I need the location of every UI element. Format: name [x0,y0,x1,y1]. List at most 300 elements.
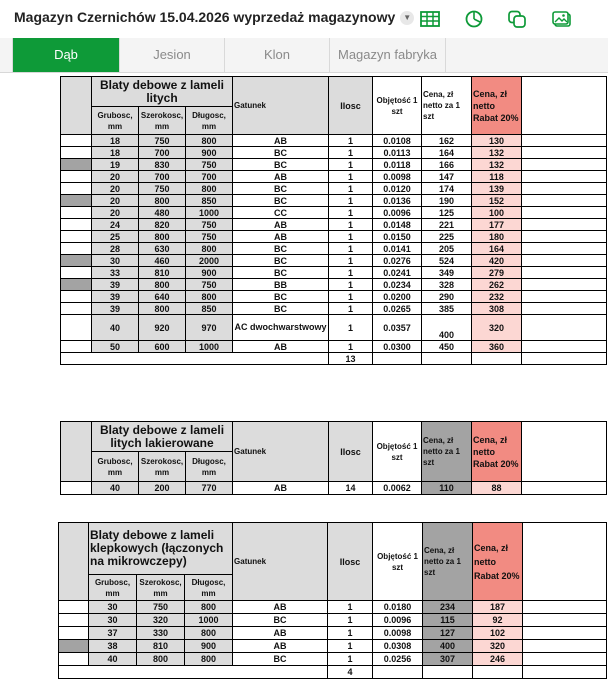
cell-cena: 524 [422,255,472,267]
row-marker [61,135,92,147]
header-grubosc: Grubosc, mm [89,575,137,601]
cell-cena-rabat: 180 [472,231,522,243]
cell-dlugosc: 800 [185,627,233,640]
cell-grubosc: 40 [92,482,139,495]
cell-ilosc: 14 [329,482,373,495]
header-szerokosc: Szerokosc, mm [137,575,185,601]
cell-objetosc: 0.0150 [373,231,422,243]
cell-grubosc: 39 [92,303,139,315]
row-marker-header [61,77,92,135]
cell-grubosc: 50 [92,341,139,353]
cell-cena: 328 [422,279,472,291]
row-marker [61,315,92,341]
total-empty [473,666,523,679]
cell-cena: 162 [422,135,472,147]
cell-ilosc: 1 [329,207,373,219]
table-row[interactable] [59,601,607,614]
cell-cena: 234 [423,601,473,614]
cell-grubosc: 38 [89,640,137,653]
cell-cena: 349 [422,267,472,279]
cell-empty [522,315,607,341]
cell-empty [523,601,607,614]
cell-objetosc: 0.0180 [373,601,423,614]
empty-header-cell [522,422,607,482]
cell-grubosc: 39 [92,279,139,291]
cell-cena-rabat: 177 [472,219,522,231]
tab-scroll-stub [0,38,13,72]
cell-ilosc: 1 [329,279,373,291]
row-marker [59,601,89,614]
cell-objetosc: 0.0200 [373,291,422,303]
cell-gatunek: AB [233,601,328,614]
cell-gatunek: BB [233,279,329,291]
cell-grubosc: 30 [89,614,137,627]
table-row[interactable] [61,147,607,159]
cell-empty [522,291,607,303]
total-empty [373,666,423,679]
cell-empty [522,183,607,195]
cell-objetosc: 0.0308 [373,640,423,653]
cell-szerokosc: 800 [139,279,186,291]
cell-dlugosc: 1000 [186,207,233,219]
cell-dlugosc: 800 [185,601,233,614]
cell-grubosc: 20 [92,171,139,183]
cell-dlugosc: 2000 [186,255,233,267]
cell-szerokosc: 920 [139,315,186,341]
cell-ilosc: 1 [329,291,373,303]
cell-dlugosc: 970 [186,315,233,341]
cell-empty [522,135,607,147]
total-empty [472,353,522,365]
cell-szerokosc: 700 [139,171,186,183]
cell-cena: 174 [422,183,472,195]
cell-empty [522,219,607,231]
header-grubosc: Grubosc, mm [92,107,139,135]
table-row[interactable] [61,183,607,195]
cell-szerokosc: 750 [139,183,186,195]
cell-gatunek: BC [233,291,329,303]
header-cena-rabat: Cena, zł netto Rabat 20% [472,77,522,135]
cell-dlugosc: 750 [186,159,233,171]
cell-cena-rabat: 92 [473,614,523,627]
cell-cena-rabat: 164 [472,243,522,255]
cell-empty [522,171,607,183]
table-icon[interactable] [419,9,441,29]
cell-dlugosc: 900 [185,640,233,653]
row-marker [61,147,92,159]
row-marker [59,614,89,627]
header-szerokosc: Szerokosc, mm [139,107,186,135]
table-row[interactable] [61,267,607,279]
cell-gatunek: AB [233,627,328,640]
cell-objetosc: 0.0141 [373,243,422,255]
cell-ilosc: 1 [329,267,373,279]
table-row[interactable] [61,219,607,231]
cell-cena: 190 [422,195,472,207]
tab-klon[interactable]: Klon [225,38,330,72]
cell-objetosc: 0.0120 [373,183,422,195]
cell-cena: 450 [422,341,472,353]
cell-cena-rabat: 262 [472,279,522,291]
cell-cena: 164 [422,147,472,159]
cell-ilosc: 1 [328,614,373,627]
cell-szerokosc: 320 [137,614,185,627]
cell-empty [522,207,607,219]
cell-empty [522,279,607,291]
table-row[interactable] [61,291,607,303]
header-objetosc: Objętość 1 szt [373,77,422,135]
cell-gatunek: BC [233,147,329,159]
total-ilosc: 4 [328,666,373,679]
row-marker [61,219,92,231]
table-row[interactable] [61,303,607,315]
cell-objetosc: 0.0136 [373,195,422,207]
cell-cena-rabat: 360 [472,341,522,353]
cell-dlugosc: 750 [186,231,233,243]
cell-grubosc: 33 [92,267,139,279]
cell-dlugosc: 770 [186,482,233,495]
cell-szerokosc: 460 [139,255,186,267]
row-marker [59,640,89,653]
cell-cena-rabat: 139 [472,183,522,195]
row-marker [61,195,92,207]
cell-ilosc: 1 [329,315,373,341]
cell-cena-rabat: 100 [472,207,522,219]
row-marker [61,243,92,255]
cell-dlugosc: 700 [186,171,233,183]
cell-szerokosc: 330 [137,627,185,640]
cell-objetosc: 0.0096 [373,614,423,627]
empty-header-cell [523,523,607,601]
cell-cena-rabat: 320 [472,315,522,341]
cell-empty [523,653,607,666]
document-title[interactable] [14,9,414,25]
cell-objetosc: 0.0276 [373,255,422,267]
header-ilosc: Ilosc [329,77,373,135]
cell-grubosc: 20 [92,195,139,207]
total-empty [422,353,472,365]
header-dlugosc: Długosc, mm [186,452,233,482]
row-marker [61,279,92,291]
total-row [61,353,607,365]
cell-dlugosc: 900 [186,267,233,279]
row-marker [61,255,92,267]
cell-szerokosc: 800 [139,303,186,315]
cell-szerokosc: 810 [137,640,185,653]
media-icon[interactable] [551,9,573,29]
header-cena: Cena, zł netto za 1 szt [422,77,472,135]
cell-gatunek: BC [233,195,329,207]
cell-cena: 400 [422,315,472,341]
total-label-cell [59,666,328,679]
cell-cena-rabat: 102 [473,627,523,640]
table3-title: Blaty debowe z lameli klepkowych (łączonych na mikrowczepy) [89,523,233,575]
total-empty [373,353,422,365]
cell-szerokosc: 750 [137,601,185,614]
header-cena: Cena, zł netto za 1 szt [423,523,473,601]
total-empty [423,666,473,679]
cell-cena-rabat: 279 [472,267,522,279]
cell-gatunek: BC [233,267,329,279]
table-lakierowane [60,421,607,495]
cell-gatunek: BC [233,303,329,315]
table-row[interactable] [61,255,607,267]
tab-dab[interactable]: Dąb [13,38,120,72]
cell-szerokosc: 630 [139,243,186,255]
table-row[interactable] [59,614,607,627]
cell-cena: 307 [423,653,473,666]
cell-empty [523,627,607,640]
copy-icon[interactable] [506,9,528,29]
row-marker [59,653,89,666]
row-marker [61,207,92,219]
row-marker [61,482,92,495]
cell-cena-rabat: 187 [473,601,523,614]
cell-gatunek: AB [233,231,329,243]
row-marker [61,267,92,279]
cell-ilosc: 1 [328,653,373,666]
table-row[interactable] [61,341,607,353]
cell-ilosc: 1 [329,135,373,147]
cell-dlugosc: 1000 [185,614,233,627]
table-row[interactable] [61,207,607,219]
cell-gatunek: AC dwochwarstwowy [233,315,329,341]
toolbar [0,0,608,38]
header-objetosc: Objętość 1 szt [373,422,422,482]
cell-empty [522,195,607,207]
document-title-text: Magazyn Czernichów 15.04.2026 wyprzedaż magazynowy [14,9,396,25]
cell-dlugosc: 750 [186,279,233,291]
chevron-down-icon[interactable]: ▼ [400,11,414,25]
cell-dlugosc: 1000 [186,341,233,353]
row-marker [59,627,89,640]
table-row[interactable] [61,171,607,183]
table-row[interactable] [61,243,607,255]
table-row[interactable] [61,315,607,341]
header-objetosc: Objętość 1 szt [373,523,423,601]
empty-header-cell [522,77,607,135]
cell-cena: 166 [422,159,472,171]
cell-cena-rabat: 320 [473,640,523,653]
cell-szerokosc: 640 [139,291,186,303]
cell-objetosc: 0.0098 [373,627,423,640]
header-grubosc: Grubosc, mm [92,452,139,482]
cell-grubosc: 40 [92,315,139,341]
cell-grubosc: 20 [92,183,139,195]
cell-empty [522,303,607,315]
cell-szerokosc: 600 [139,341,186,353]
cell-dlugosc: 850 [186,195,233,207]
cell-cena-rabat: 88 [472,482,522,495]
cell-szerokosc: 800 [139,195,186,207]
row-marker [61,303,92,315]
table-row[interactable] [59,640,607,653]
cell-gatunek: CC [233,207,329,219]
cell-gatunek: BC [233,183,329,195]
cell-dlugosc: 800 [186,291,233,303]
cell-gatunek: BC [233,653,328,666]
cell-dlugosc: 800 [186,135,233,147]
row-marker [61,291,92,303]
cell-objetosc: 0.0098 [373,171,422,183]
cell-ilosc: 1 [329,219,373,231]
header-gatunek: Gatunek [233,77,329,135]
cell-ilosc: 1 [329,159,373,171]
row-marker [61,159,92,171]
row-marker [61,231,92,243]
table-row[interactable] [59,627,607,640]
chart-icon[interactable] [463,9,485,29]
table-row[interactable] [61,279,607,291]
cell-dlugosc: 800 [185,653,233,666]
table-klepkowe [58,522,607,679]
total-ilosc: 13 [329,353,373,365]
cell-cena: 221 [422,219,472,231]
cell-cena: 127 [423,627,473,640]
table1-title: Blaty debowe z lameli litych [92,77,233,107]
cell-objetosc: 0.0118 [373,159,422,171]
cell-gatunek: AB [233,219,329,231]
cell-cena-rabat: 132 [472,159,522,171]
header-cena: Cena, zł netto za 1 szt [422,422,472,482]
cell-cena-rabat: 246 [473,653,523,666]
header-szerokosc: Szerokosc, mm [139,452,186,482]
cell-empty [522,341,607,353]
tab-jesion[interactable]: Jesion [120,38,225,72]
cell-empty [522,159,607,171]
row-marker [61,183,92,195]
cell-gatunek: AB [233,171,329,183]
cell-grubosc: 18 [92,135,139,147]
cell-gatunek: BC [233,159,329,171]
cell-ilosc: 1 [329,341,373,353]
cell-cena: 290 [422,291,472,303]
cell-ilosc: 1 [328,601,373,614]
cell-ilosc: 1 [328,640,373,653]
cell-ilosc: 1 [329,231,373,243]
cell-objetosc: 0.0256 [373,653,423,666]
cell-szerokosc: 810 [139,267,186,279]
table-row[interactable] [61,195,607,207]
cell-cena-rabat: 152 [472,195,522,207]
cell-grubosc: 37 [89,627,137,640]
row-marker [61,171,92,183]
cell-cena: 147 [422,171,472,183]
table-row[interactable] [61,159,607,171]
cell-cena-rabat: 308 [472,303,522,315]
cell-empty [522,482,607,495]
cell-empty [522,267,607,279]
cell-cena-rabat: 132 [472,147,522,159]
cell-dlugosc: 800 [186,183,233,195]
cell-szerokosc: 800 [137,653,185,666]
row-marker-header [59,523,89,601]
cell-grubosc: 30 [92,255,139,267]
total-empty [523,666,607,679]
table-row[interactable] [59,653,607,666]
cell-objetosc: 0.0096 [373,207,422,219]
total-label-cell [61,353,329,365]
cell-cena: 400 [423,640,473,653]
cell-objetosc: 0.0108 [373,135,422,147]
cell-empty [522,231,607,243]
cell-dlugosc: 750 [186,219,233,231]
cell-objetosc: 0.0357 [373,315,422,341]
cell-empty [522,147,607,159]
cell-gatunek: AB [233,135,329,147]
cell-cena: 110 [422,482,472,495]
cell-ilosc: 1 [329,303,373,315]
cell-gatunek: BC [233,243,329,255]
cell-gatunek: AB [233,482,329,495]
tab-magazyn-fabryka[interactable]: Magazyn fabryka [330,38,446,72]
cell-szerokosc: 700 [139,147,186,159]
cell-gatunek: AB [233,341,329,353]
cell-objetosc: 0.0148 [373,219,422,231]
cell-objetosc: 0.0062 [373,482,422,495]
cell-szerokosc: 200 [139,482,186,495]
cell-gatunek: BC [233,255,329,267]
cell-gatunek: AB [233,640,328,653]
total-empty [522,353,607,365]
cell-dlugosc: 850 [186,303,233,315]
header-ilosc: Ilosc [329,422,373,482]
cell-grubosc: 40 [89,653,137,666]
cell-dlugosc: 900 [186,147,233,159]
header-gatunek: Gatunek [233,422,329,482]
cell-ilosc: 1 [329,147,373,159]
header-ilosc: Ilosc [328,523,373,601]
cell-szerokosc: 750 [139,135,186,147]
cell-empty [523,614,607,627]
table2-title: Blaty debowe z lameli litych lakierowane [92,422,233,452]
cell-szerokosc: 820 [139,219,186,231]
cell-gatunek: BC [233,614,328,627]
cell-ilosc: 1 [329,195,373,207]
cell-grubosc: 25 [92,231,139,243]
header-cena-rabat: Cena, zł netto Rabat 20% [472,422,522,482]
cell-ilosc: 1 [328,627,373,640]
table-row[interactable] [61,482,607,495]
cell-grubosc: 30 [89,601,137,614]
cell-empty [522,255,607,267]
cell-objetosc: 0.0241 [373,267,422,279]
cell-grubosc: 39 [92,291,139,303]
cell-cena: 205 [422,243,472,255]
cell-ilosc: 1 [329,243,373,255]
row-marker-header [61,422,92,482]
cell-empty [523,640,607,653]
cell-grubosc: 20 [92,207,139,219]
cell-ilosc: 1 [329,171,373,183]
cell-cena: 385 [422,303,472,315]
cell-cena: 225 [422,231,472,243]
cell-objetosc: 0.0234 [373,279,422,291]
cell-szerokosc: 800 [139,231,186,243]
header-gatunek: Gatunek [233,523,328,601]
header-dlugosc: Długosc, mm [186,107,233,135]
cell-cena-rabat: 118 [472,171,522,183]
table-row[interactable] [61,231,607,243]
table-row[interactable] [61,135,607,147]
cell-ilosc: 1 [329,255,373,267]
cell-ilosc: 1 [329,183,373,195]
header-dlugosc: Długosc, mm [185,575,233,601]
header-cena-rabat: Cena, zł netto Rabat 20% [473,523,523,601]
cell-objetosc: 0.0265 [373,303,422,315]
cell-grubosc: 19 [92,159,139,171]
cell-objetosc: 0.0300 [373,341,422,353]
